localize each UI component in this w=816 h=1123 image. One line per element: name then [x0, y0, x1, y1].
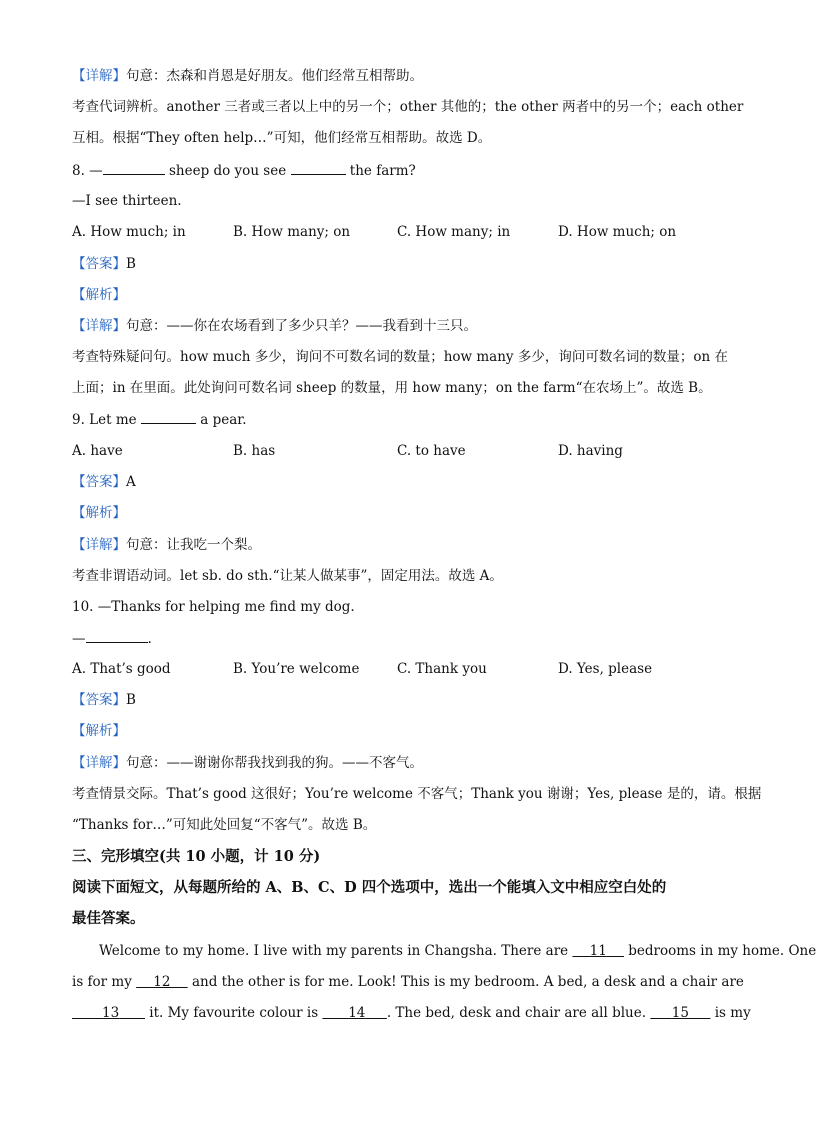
q10-option-d[interactable]: D. Yes, please [558, 661, 653, 677]
section-instruction-2: 最佳答案。 [72, 910, 145, 927]
q10-explain-2: “Thanks for…”可知此处回复“不客气”。故选 B。 [72, 817, 377, 833]
q8-explain-2: 上面；in 在里面。此处询问可数名词 sheep 的数量，用 how many；on the farm“在农场上”。故选 B。 [72, 380, 712, 396]
q8-reply: —I see thirteen. [72, 193, 182, 209]
passage-text: and the other is for me. Look! This is my bedroom. A bed, a desk and a chair are [187, 974, 744, 990]
blank-number: 12 [153, 974, 171, 990]
q8-mid: sheep do you see [164, 163, 291, 179]
q10-reply-suffix: . [147, 631, 152, 647]
q9-analysis-label: 【解析】 [72, 505, 126, 521]
detail-label: 【详解】 [72, 68, 126, 84]
cloze-blank-14[interactable] [322, 1005, 386, 1021]
q8-explain-1: 考查特殊疑问句。how much 多少，询问不可数名词的数量；how many 多少，询问可数名词的数量；on 在 [72, 349, 728, 365]
detail-label: 【详解】 [72, 537, 126, 553]
section-instruction-1: 阅读下面短文，从每题所给的 A、B、C、D 四个选项中，选出一个能填入文中相应空白处的 [72, 879, 667, 896]
passage-text: bedrooms in my home. One [623, 943, 816, 959]
q7-explain-1: 考查代词辨析。another 三者或三者以上中的另一个；other 其他的；the other 两者中的另一个；each other [72, 99, 744, 115]
q9-explain-1: 考查非谓语动词。let sb. do sth.“让某人做某事”，固定用法。故选 A。 [72, 568, 503, 584]
blank-number: 14 [348, 1005, 366, 1021]
q10-detail-line [72, 753, 734, 773]
q10-reply [72, 628, 734, 649]
q9-option-c[interactable]: C. to have [397, 443, 466, 459]
blank-number: 13 [102, 1005, 120, 1021]
q9-answer: A [126, 474, 136, 490]
q9-question [72, 409, 734, 430]
passage-text: . The bed, desk and chair are all blue. [386, 1005, 651, 1021]
cloze-blank-13[interactable] [72, 1005, 145, 1021]
q9-option-a[interactable]: A. have [72, 443, 123, 459]
passage-line-3 [72, 1003, 751, 1023]
q9-option-d[interactable]: D. having [558, 443, 623, 459]
cloze-blank-15[interactable] [650, 1005, 710, 1021]
passage-line-2 [72, 972, 744, 992]
q8-answer: B [126, 256, 136, 272]
q10-question: 10. —Thanks for helping me find my dog. [72, 599, 355, 615]
cloze-blank-11[interactable] [572, 943, 624, 959]
section-title: 三、完形填空(共 10 小题，计 10 分) [72, 848, 321, 865]
q8-option-a[interactable]: A. How much; in [72, 224, 186, 240]
q9-answer-line [72, 472, 734, 492]
q9-number: 9. Let me [72, 412, 141, 428]
q9-option-b[interactable]: B. has [233, 443, 276, 459]
q10-detail-text: 句意：——谢谢你帮我找到我的狗。——不客气。 [126, 755, 423, 771]
answer-label: 【答案】 [72, 692, 126, 708]
q8-answer-line [72, 254, 734, 274]
passage-line-1 [99, 941, 816, 961]
detail-label: 【详解】 [72, 755, 126, 771]
q8-blank-1 [103, 160, 165, 175]
q10-blank [86, 628, 148, 643]
passage-text: is for my [72, 974, 137, 990]
q8-question [72, 160, 734, 181]
q7-detail-text: 句意：杰森和肖恩是好朋友。他们经常互相帮助。 [126, 68, 423, 84]
q8-option-d[interactable]: D. How much; on [558, 224, 677, 240]
q9-detail-line [72, 535, 734, 555]
passage-text: Welcome to my home. I live with my parents in Changsha. There are [99, 943, 573, 959]
q8-detail-text: 句意：——你在农场看到了多少只羊？——我看到十三只。 [126, 318, 477, 334]
q10-option-a[interactable]: A. That’s good [72, 661, 171, 677]
cloze-blank-12[interactable] [136, 974, 188, 990]
answer-label: 【答案】 [72, 256, 126, 272]
passage-text: it. My favourite colour is [144, 1005, 323, 1021]
q10-analysis-label: 【解析】 [72, 723, 126, 739]
q10-reply-prefix: — [72, 631, 86, 647]
q8-option-b[interactable]: B. How many; on [233, 224, 351, 240]
q8-analysis-label: 【解析】 [72, 287, 126, 303]
q10-option-b[interactable]: B. You’re welcome [233, 661, 360, 677]
q7-explain-2: 互相。根据“They often help…”可知，他们经常互相帮助。故选 D。 [72, 130, 492, 146]
q10-explain-1: 考查情景交际。That’s good 这很好；You’re welcome 不客气；Thank you 谢谢；Yes, please 是的，请。根据 [72, 786, 762, 802]
blank-number: 11 [589, 943, 607, 959]
q8-tail: the farm? [345, 163, 416, 179]
q8-number: 8. — [72, 163, 103, 179]
q8-option-c[interactable]: C. How many; in [397, 224, 511, 240]
q9-tail: a pear. [195, 412, 247, 428]
detail-label: 【详解】 [72, 318, 126, 334]
q7-detail-line [72, 66, 734, 86]
q9-blank [141, 409, 196, 424]
q9-detail-text: 句意：让我吃一个梨。 [126, 537, 261, 553]
q8-detail-line [72, 316, 734, 336]
answer-label: 【答案】 [72, 474, 126, 490]
q10-option-c[interactable]: C. Thank you [397, 661, 487, 677]
q8-blank-2 [291, 160, 346, 175]
passage-text: is my [710, 1005, 751, 1021]
blank-number: 15 [671, 1005, 689, 1021]
q10-answer: B [126, 692, 136, 708]
q10-answer-line [72, 690, 734, 710]
